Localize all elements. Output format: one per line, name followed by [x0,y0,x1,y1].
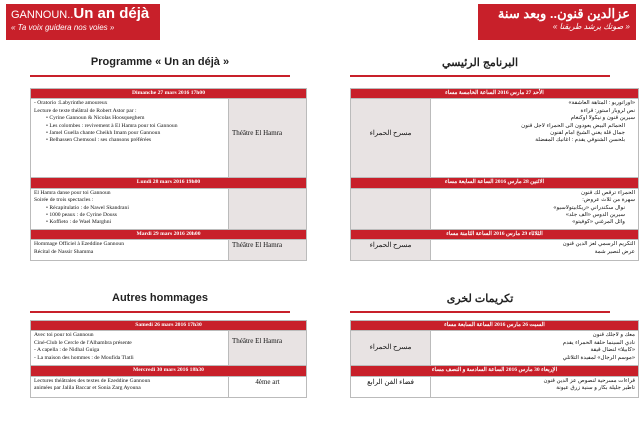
table-row [351,331,639,366]
table-row [31,331,307,366]
table-row [31,376,307,397]
list-item: Soirée de trois spectacles : [34,197,94,204]
venue: فضاء الفن الرابع [351,376,431,397]
list-item: Lectures théâtrales des textes de Ezeddine Gannoun [34,377,151,384]
venue: Théâtre El Hamra [229,331,307,366]
list-item: • Cyrine Gannoun & Nicolas Hoosqueghem [46,115,145,122]
ar-programme-table [350,88,639,261]
list-item: animées par Jalila Baccar et Sonia Zarg Ayouna [34,385,141,392]
list-item: الحمائم البيض يعودون الى الحمراء لأجل قنون [521,122,626,129]
list-item: نادي السينما حلقة الحمراء يقدم [562,339,635,346]
list-item: سيرين قنون و نيكولا اوكنغام [570,115,636,122]
list-item: نوال سكندراني «ريكابيتولاسيو» [553,204,626,211]
venue [229,188,307,229]
ar-hom-date-2: الإربعاء 30 مارس 2016 الساعة السادسة و النصف مساء [351,366,639,376]
list-item: سيرين الدوس «ألف جلد» [565,212,626,219]
ar-hommages-table [350,320,639,398]
table-row [351,376,639,397]
fr-prog-date-3: Mardi 29 mars 2016 20h00 [31,229,307,239]
list-item: Ciné-Club le Cercle de l'Alhambra présente [34,339,132,346]
venue: 4ème art [229,376,307,397]
fr-programme-divider [30,75,290,77]
fr-hommages-divider [30,311,290,313]
table-row [31,188,307,229]
list-item: - Oratorio :Labyrinthe amoureux [34,100,108,107]
ar-prog-date-3: الثلاثاء 29 مارس 2016 الساعة الثامنة مساء [351,229,639,239]
list-item: جمال قلة يغني الشيخ امام لقنون [550,130,626,137]
fr-hom-date-1: Samedi 26 mars 2016 17h30 [31,321,307,331]
venue: مسرح الحمراء [351,99,431,178]
list-item: نص لروبار استور: قراءة [580,107,636,114]
list-item: • Jamel Guella chante Cheikh Imam pour Gannoun [46,130,161,137]
fr-hommages-table [30,320,307,398]
ar-prog-date-1: الأحد 27 مارس 2016 الساعة الخامسة مساء [351,89,639,99]
list-item: «كابيلا» لنضال قيقة [590,347,635,354]
arabic-banner-title: عزالدين قنون.. وبعد سنة [497,6,630,21]
list-item: Récital de Nassir Shamma [34,248,94,255]
ar-prog-date-2: الاثنين 28 مارس 2016 الساعة السابعة مساء [351,178,639,188]
venue [351,188,431,229]
list-item: • Les colombes : revivement à El Hamra pour toi Gannoun [46,122,178,129]
table-row [351,188,639,229]
list-item: Hommage Officiel à Ezeddine Gannoun [34,241,124,248]
venue: مسرح الحمراء [351,331,431,366]
ar-programme-divider [350,75,610,77]
list-item: الحمراء ترقص لك قنون [581,189,636,196]
fr-prog-date-1: Dimanche 27 mars 2016 17h00 [31,89,307,99]
fr-prog-date-2: Lundi 28 mars 2016 19h00 [31,178,307,188]
fr-programme-table [30,88,307,261]
french-banner-subtitle: « Ta voix guidera nos voies » [11,23,115,32]
table-row [31,99,307,178]
list-item: بلحسن الشنوفي يقدم : أغانيك المفضلة [535,137,626,144]
french-banner-title: GANNOUN..Un an déjà [11,5,150,22]
list-item: وائل المرغني «كوفيتو» [572,219,626,226]
list-item: «اوراتوريو : المتاهة العاشقة» [568,100,636,107]
list-item: - A capella : de Nidhal Guiga [34,347,100,354]
list-item: «موسم الرجال» لمفيدة التلاتلي [562,354,635,361]
ar-hommages-title: تكريمات لخرى [446,293,514,305]
list-item: Avec toi pour toi Gannoun [34,332,94,339]
venue: Théâtre El Hamra [229,99,307,178]
arabic-banner [478,4,636,40]
list-item: عرض لنصير شمة [594,248,636,255]
table-row [351,99,639,178]
list-item: التكريم الرسمي لعز الدين قنون [562,241,636,248]
list-item: معك و لأجلك قنون [592,332,635,339]
table-row [31,240,307,261]
list-item: • Belhassen Chemsoul : ses chansons préférées [46,137,152,144]
venue: Théâtre El Hamra [229,240,307,261]
ar-hommages-divider [350,311,610,313]
list-item: Lecture de texte théâtral de Robert Astor par : [34,107,137,114]
list-item: • Récapitulatio : de Nawel Skandrani [46,204,129,211]
banner-tagline: Un an déjà [73,5,150,22]
french-banner [6,4,160,40]
fr-programme-title: Programme « Un an déjà » [90,56,230,68]
arabic-banner-subtitle: « صوتك يرشد طريقنا » [552,22,630,31]
fr-hom-date-2: Mercredi 30 mars 2016 18h30 [31,366,307,376]
banner-name: GANNOUN [11,9,68,21]
list-item: El Hamra danse pour toi Gannoun [34,189,111,196]
fr-hommages-title: Autres hommages [112,292,208,304]
list-item: قراءات مسرحية لنصوص عز الدين قنون [543,377,635,384]
table-row [351,240,639,261]
ar-hom-date-1: السبت 26 مارس 2016 الساعة السابعة مساء [351,321,639,331]
venue: مسرح الحمراء [351,240,431,261]
list-item: سهرة من ثلاث عروض: [582,197,636,204]
list-item: • 1000 peaux : de Cyrine Douss [46,212,117,219]
list-item: - La maison des hommes : de Moufida Tlatli [34,354,134,361]
ar-programme-title: البرنامج الرئيسي [441,57,519,69]
list-item: تأطير جليلة بكار و سنية زرق عيونة [556,385,635,392]
list-item: • Koffieto : de Wael Marghni [46,219,112,226]
